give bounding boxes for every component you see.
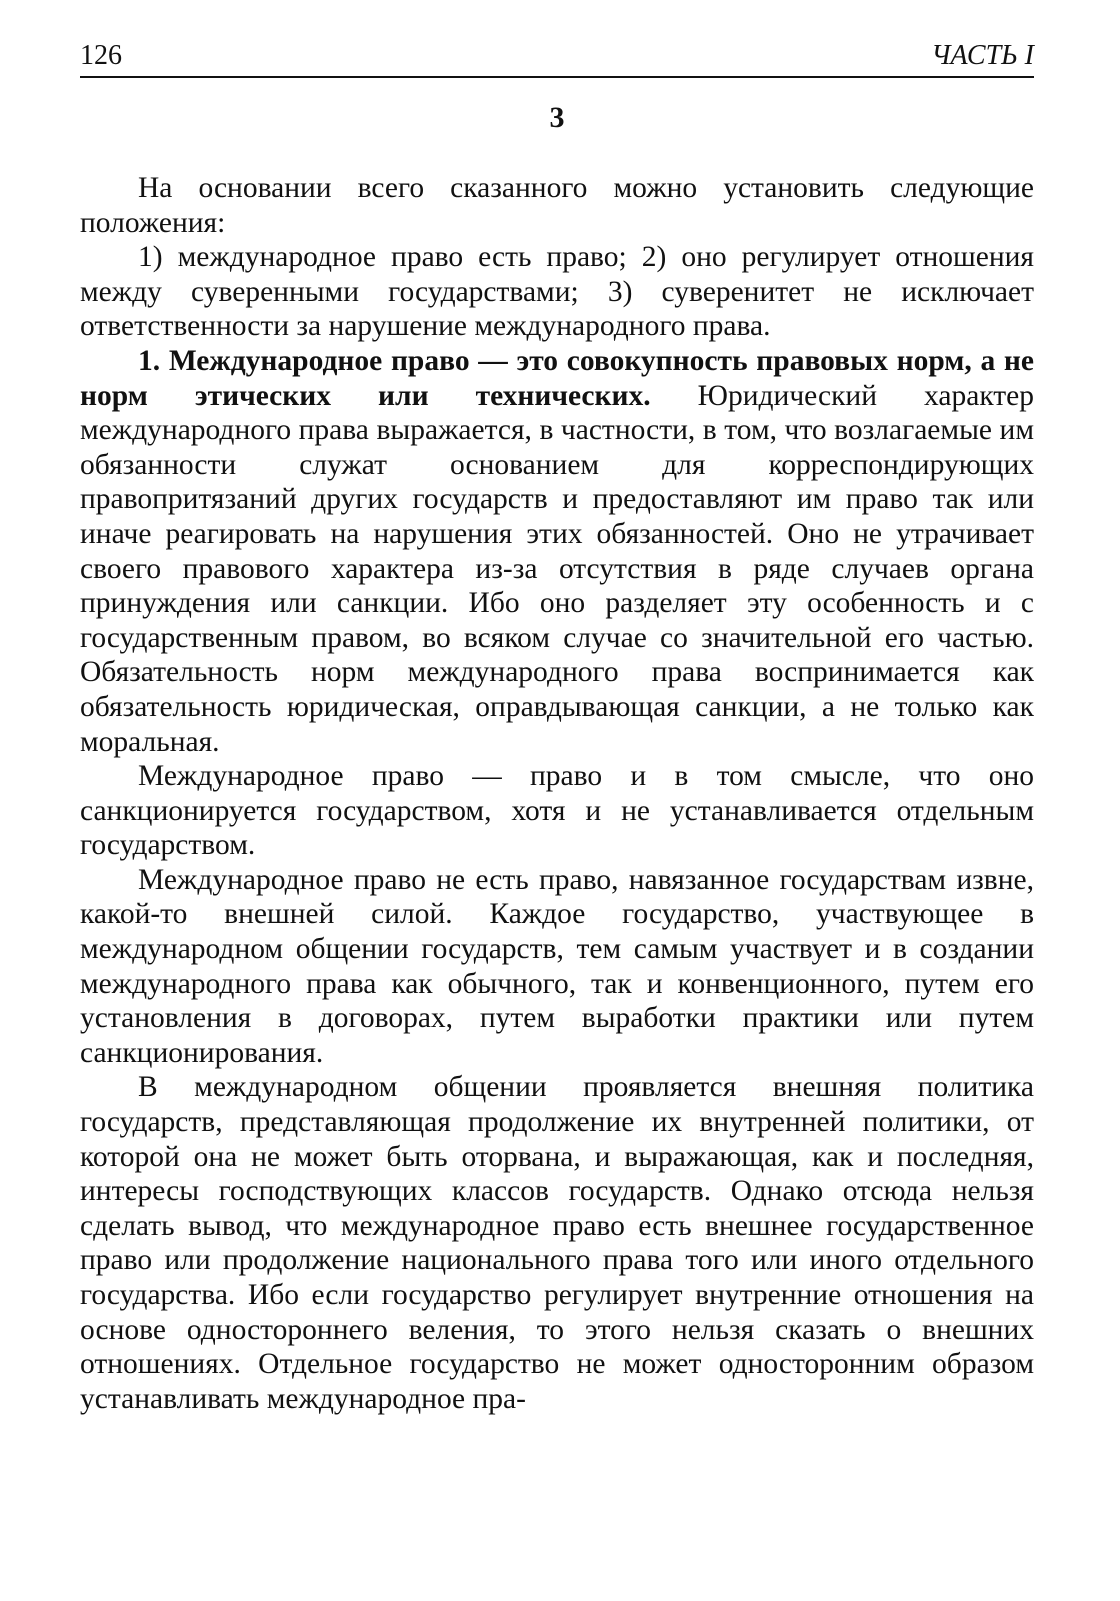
paragraph: [80, 863, 1034, 1071]
paragraph: [80, 1070, 1034, 1416]
paragraph-thesis-bold: 1. Международное право — это совокупность правовых норм, а не норм этических или технических.: [80, 344, 1034, 412]
paragraph-text: Международное право не есть право, навязанное государствам извне, какой-то внешней силой. Каждое государство, участвующее в международном общении государств, тем самым участвует и в создании международного права как обычного, так и конвенционного, путем его установления в договорах, путем выработки практики или путем санкционирования.: [80, 863, 1034, 1069]
paragraph-text: В международном общении проявляется внешняя политика государств, представляющая продолжение их внутренней политики, от которой она не может быть оторвана, и выражающая, как и последняя, интересы господствующих классов государств. Однако отсюда нельзя сделать вывод, что международное право есть внешнее государственное право или продолжение национального права того или иного отдельного государства. Ибо если государство регулирует внутренние отношения на основе одностороннего веления, то этого нельзя сказать о внешних отношениях. Отдельное государство не может односторонним образом устанавливать международное пра-: [80, 1071, 1034, 1415]
paragraph-text: 1) международное право есть право; 2) оно регулирует отношения между суверенными государствами; 3) суверенитет не исключает ответственности за нарушение международного права.: [80, 241, 1034, 343]
paragraph: [80, 759, 1034, 863]
paragraph: [80, 240, 1034, 344]
book-page: [80, 40, 1034, 1416]
running-head: [80, 40, 1034, 78]
paragraph: [80, 344, 1034, 759]
paragraph-text: На основании всего сказанного можно установить следующие положения:: [80, 172, 1034, 239]
page-number: 126: [80, 40, 122, 71]
paragraph-text: Международное право — право и в том смысле, что оно санкционируется государством, хотя и не устанавливается отдельным государством.: [80, 760, 1034, 862]
paragraph: [80, 171, 1034, 240]
section-number: 3: [549, 101, 565, 134]
part-label: ЧАСТЬ I: [931, 40, 1034, 71]
body-text: [80, 171, 1034, 1416]
paragraph-text: Юридический характер международного права выражается, в частности, в том, что возлагаемые им обязанности служат основанием для корреспондирующих правопритязаний других государств и предоставляют им право так или иначе реагировать на нарушения этих обязанностей. Оно не утрачивает своего правового характера из-за отсутствия в ряде случаев органа принуждения или санкции. Ибо оно разделяет эту особенность и с государственным правом, во всяком случае со значительной его частью. Обязательность норм международного права воспринимается как обязательность юридическая, оправдывающая санкции, а не только как моральная.: [80, 379, 1034, 758]
